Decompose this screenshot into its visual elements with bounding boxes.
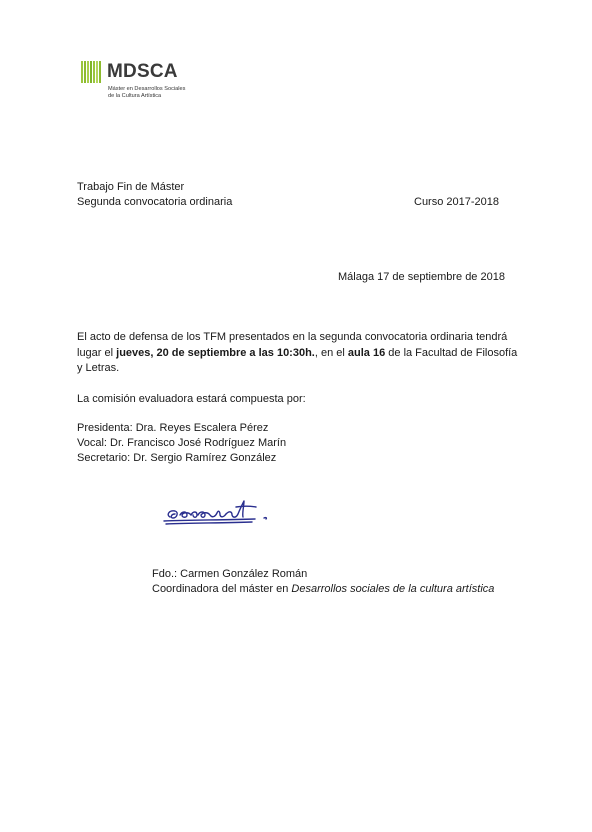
program-name: Desarrollos sociales de la cultura artística — [291, 583, 495, 595]
logo-bar — [93, 61, 95, 83]
logo-bar — [99, 61, 101, 83]
logo-bar — [96, 61, 98, 83]
logo-subtitle-line2: de la Cultura Artística — [108, 93, 162, 99]
defense-room: aula 16 — [347, 346, 386, 359]
document-date: Málaga 17 de septiembre de 2018 — [338, 271, 505, 283]
announcement-text-a: El acto de defensa de los TFM presentados en la segunda convocatoria ordinaria tendrá lugar el — [77, 331, 508, 359]
committee-member: Vocal: Dr. Francisco José Rodríguez Marín — [77, 437, 287, 449]
logo-bars-icon — [81, 61, 103, 83]
committee-intro: La comisión evaluadora estará compuesta por: — [77, 393, 306, 405]
announcement-text-c: , en el — [314, 346, 348, 359]
convocatoria-label: Segunda convocatoria ordinaria — [77, 196, 233, 208]
committee-member: Presidenta: Dra. Reyes Escalera Pérez — [77, 422, 269, 434]
logo-bar — [81, 61, 83, 83]
mdsca-logo — [81, 60, 201, 110]
signed-by: Fdo.: Carmen González Román — [152, 568, 308, 580]
handwritten-signature — [160, 497, 290, 533]
logo-subtitle-line1: Máster en Desarrollos Sociales — [108, 86, 186, 92]
document-type: Trabajo Fin de Máster — [77, 181, 185, 193]
course-label: Curso 2017-2018 — [414, 196, 500, 208]
logo-bar — [87, 61, 89, 83]
logo-bar — [90, 61, 92, 83]
logo-name: MDSCA — [107, 61, 178, 82]
announcement-text-e: de la Facultad de Filosofía y Letras. — [77, 346, 518, 374]
defense-datetime: jueves, 20 de septiembre a las 10:30h. — [116, 346, 315, 359]
signer-role-prefix: Coordinadora del máster en — [152, 583, 292, 595]
announcement-paragraph — [77, 330, 522, 377]
logo-bar — [84, 61, 86, 83]
signer-role — [152, 582, 494, 597]
committee-member: Secretario: Dr. Sergio Ramírez González — [77, 452, 277, 464]
logo-subtitle — [108, 86, 185, 100]
